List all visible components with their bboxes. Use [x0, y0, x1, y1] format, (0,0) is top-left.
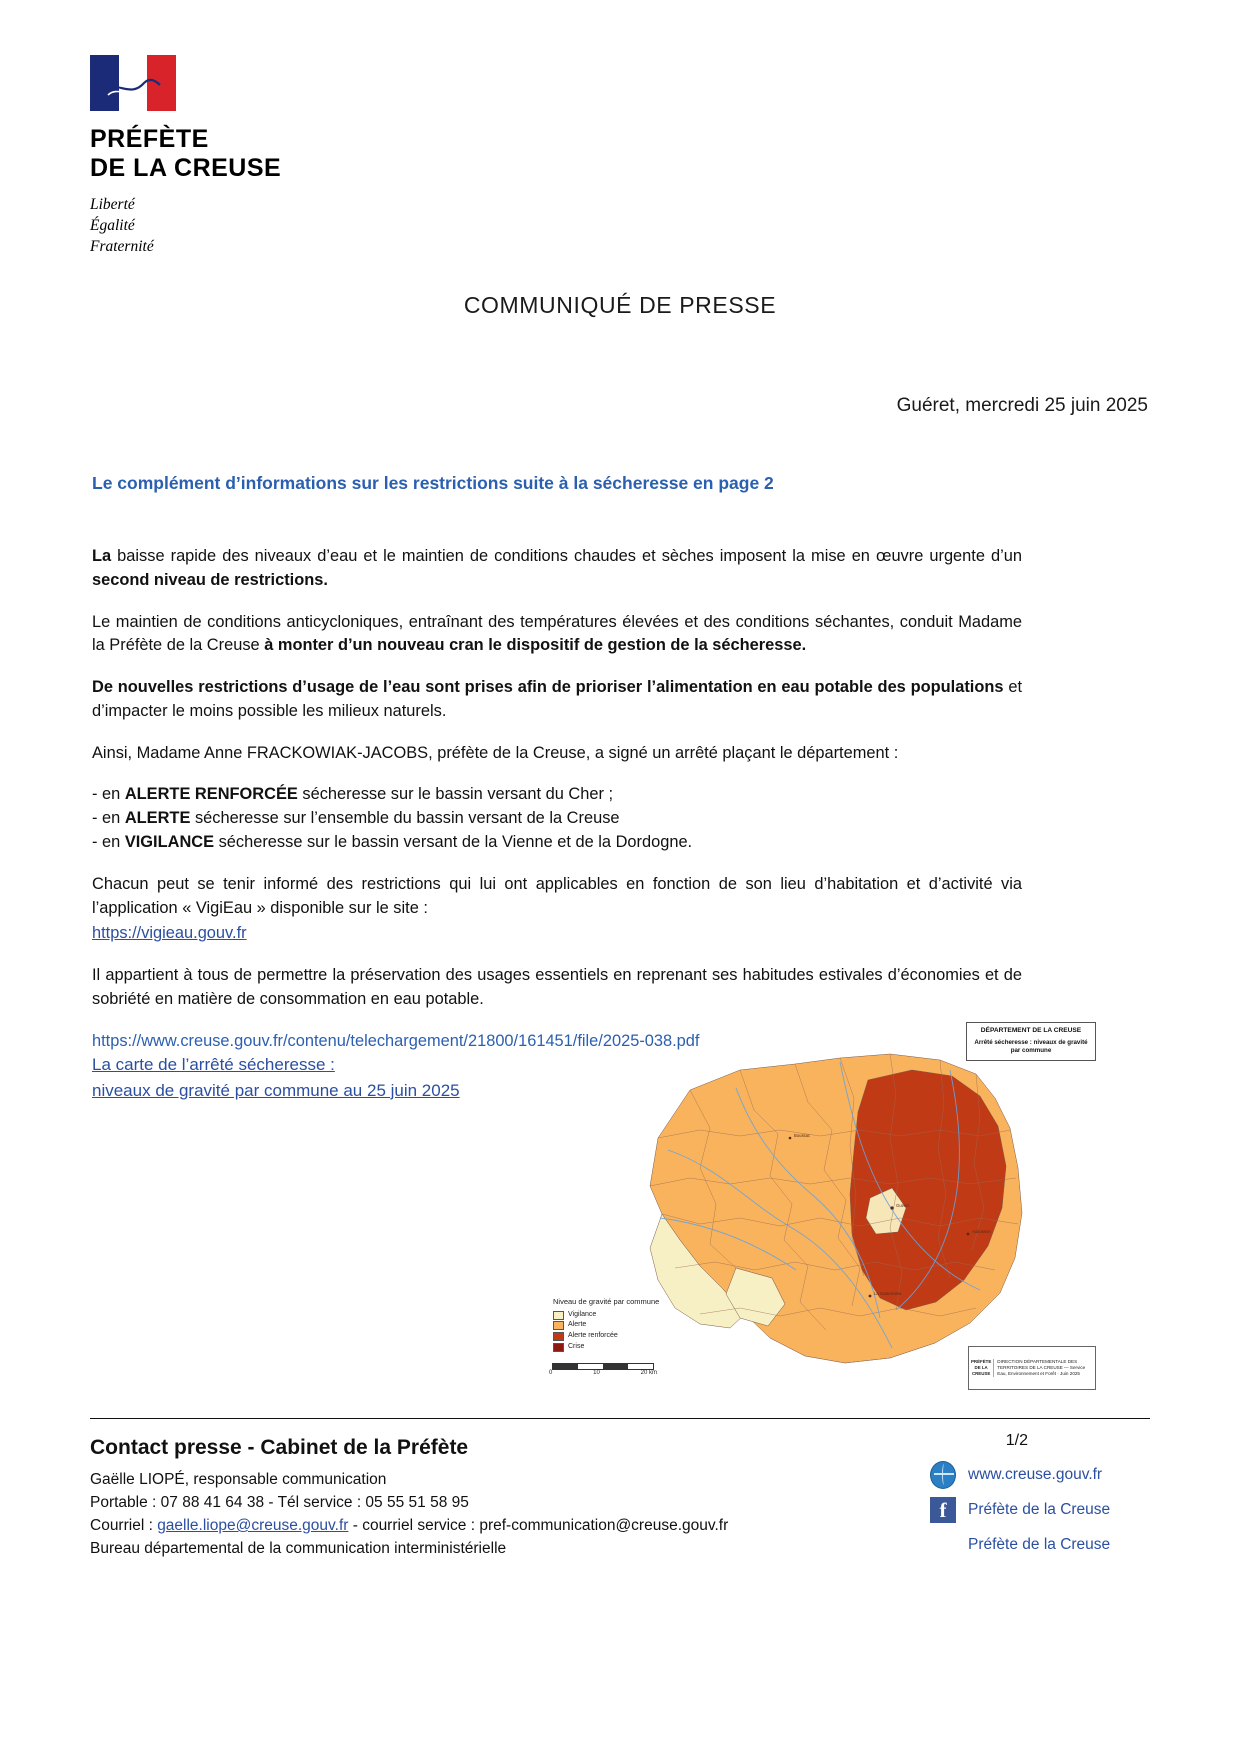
legend-swatch-crise: [553, 1343, 564, 1352]
map-scale-labels: [549, 1370, 657, 1376]
prefecture-title-line1: PRÉFÈTE: [90, 125, 209, 153]
legend-label-crise: Crise: [568, 1343, 585, 1351]
legend-label-vigilance: Vigilance: [568, 1310, 597, 1318]
legend-swatch-vigilance: [553, 1311, 564, 1320]
map-legend-title: Niveau de gravité par commune: [553, 1297, 660, 1306]
svg-text:Guéret: Guéret: [896, 1203, 909, 1208]
legend-swatch-alerte-renforcee: [553, 1332, 564, 1341]
marianne-swoosh-icon: [104, 75, 162, 99]
social-facebook-row[interactable]: [930, 1497, 1190, 1523]
map-source-logo: PRÉFÈTE DE LA CREUSE: [969, 1359, 994, 1376]
twitter-icon: [930, 1532, 956, 1558]
motto-fraternite: Fraternité: [90, 237, 154, 255]
map-source-text: DIRECTION DÉPARTEMENTALE DES TERRITOIRES DE LA CREUSE — Service Eau, Environnement et Forêt · Juin 2025: [997, 1359, 1086, 1376]
restriction-item-1: [92, 783, 1022, 807]
paragraph-5: Chacun peut se tenir informé des restrictions qui lui ont applicables en fonction de son lieu d’habitation et d’activité via l’application « VigiEau » disponible sur le site :: [92, 874, 1022, 917]
paragraph-4: Ainsi, Madame Anne FRACKOWIAK-JACOBS, préfète de la Creuse, a signé un arrêté plaçant le département :: [92, 743, 899, 762]
restriction-item-2-prefix: - en: [92, 809, 125, 828]
legend-label-alerte: Alerte: [568, 1321, 587, 1329]
paragraph-1-text: baisse rapide des niveaux d’eau et le maintien de conditions chaudes et sèches imposent la mise en œuvre urgente d’un: [111, 547, 1022, 565]
paragraph-3-bold: De nouvelles restrictions d’usage de l’eau sont prises afin de prioriser l’alimentation en eau potable des populations: [92, 678, 1004, 697]
vigieau-link[interactable]: https://vigieau.gouv.fr: [92, 924, 247, 943]
paragraph-1-lead: La: [92, 547, 112, 565]
map-caption-line1: La carte de l’arrêté sécheresse :: [92, 1055, 335, 1074]
restriction-item-3-level: VIGILANCE: [124, 833, 215, 852]
footer-divider: [90, 1418, 1150, 1419]
restriction-item-2-level: ALERTE: [124, 809, 191, 828]
press-contact-heading: Contact presse - Cabinet de la Préfète: [90, 1436, 469, 1459]
map-scale-bar-graphic: [552, 1363, 654, 1370]
page-number: 1/2: [1005, 1432, 1028, 1449]
map-legend-item: [553, 1342, 659, 1353]
press-contact-name: Gaëlle LIOPÉ, responsable communication: [90, 1470, 387, 1488]
press-contact-email-prefix: Courriel :: [90, 1517, 158, 1534]
body-content: [92, 545, 1022, 1072]
social-links: [930, 1462, 1190, 1567]
press-contact-phone: Portable : 07 88 41 64 38 - Tél service : 05 55 51 58 95: [90, 1493, 469, 1511]
legend-label-alerte-renforcee: Alerte renforcée: [568, 1332, 618, 1340]
map-scale-0: 0: [549, 1370, 553, 1376]
social-website-label: www.creuse.gouv.fr: [968, 1466, 1103, 1483]
restriction-item-3-prefix: - en: [92, 833, 125, 852]
restriction-item-2-suffix: sécheresse sur l’ensemble du bassin versant de la Creuse: [190, 809, 620, 828]
paragraph-2: [92, 611, 1022, 659]
republic-motto: [90, 195, 390, 258]
map-scale-20: 20 km: [640, 1370, 657, 1376]
map-source-box: [968, 1346, 1096, 1390]
restriction-item-1-prefix: - en: [92, 785, 125, 804]
map-caption-link[interactable]: [92, 1052, 562, 1103]
dateline: Guéret, mercredi 25 juin 2025: [896, 395, 1148, 416]
french-flag-icon: [90, 55, 176, 111]
legend-swatch-alerte: [553, 1321, 564, 1330]
press-contact-email-line: [90, 1514, 830, 1537]
social-twitter-label: Préfète de la Creuse: [968, 1536, 1111, 1553]
prefecture-logo-block: [90, 55, 390, 258]
restriction-item-3: [92, 831, 1022, 855]
map-legend-item: [553, 1310, 659, 1321]
map-legend-item: [553, 1320, 659, 1331]
paragraph-3-text: et d’impacter le moins possible les milieux naturels.: [92, 678, 1022, 720]
prefecture-title: [90, 125, 390, 183]
map-scale-10: 10: [593, 1370, 600, 1376]
motto-egalite: Égalité: [90, 216, 135, 234]
map-title-box: [966, 1022, 1096, 1061]
motto-liberte: Liberté: [90, 196, 135, 213]
svg-text:Boussac: Boussac: [794, 1133, 811, 1138]
map-scale-bar: [549, 1361, 657, 1376]
lede-heading: Le complément d’informations sur les restrictions suite à la sécheresse en page 2: [92, 473, 774, 493]
press-contact-bureau: Bureau départemental de la communication interministérielle: [90, 1540, 507, 1558]
arrete-pdf-link[interactable]: https://www.creuse.gouv.fr/contenu/telechargement/21800/161451/file/2025-038.pdf: [92, 1031, 700, 1050]
paragraph-1-bold: second niveau de restrictions.: [92, 570, 328, 589]
map-legend: [553, 1296, 659, 1353]
page-title: COMMUNIQUÉ DE PRESSE: [463, 292, 777, 318]
social-website-row[interactable]: [930, 1462, 1190, 1488]
svg-text:Aubusson: Aubusson: [972, 1229, 991, 1234]
press-contact-email-link[interactable]: gaelle.liope@creuse.gouv.fr: [157, 1517, 349, 1534]
press-contact-block: [90, 1432, 830, 1561]
paragraph-2-text: Le maintien de conditions anticycloniques, entraînant des températures élevées et des conditions séchantes, conduit Madame la Préfète de la Creuse: [92, 612, 1022, 655]
prefecture-title-line2: DE LA CREUSE: [90, 154, 282, 182]
paragraph-6: Il appartient à tous de permettre la préservation des usages essentiels en reprenant ses habitudes estivales d’économies et de sobriété en matière de consommation en eau potable.: [92, 966, 1022, 1008]
paragraph-2-bold: à monter d’un nouveau cran le dispositif de gestion de la sécheresse.: [264, 636, 807, 655]
paragraph-3: [92, 676, 1022, 724]
restriction-item-3-suffix: sécheresse sur le bassin versant de la Vienne et de la Dordogne.: [214, 833, 693, 852]
restriction-item-1-level: ALERTE RENFORCÉE: [124, 785, 298, 804]
map-title-box-title: DÉPARTEMENT DE LA CREUSE: [980, 1027, 1082, 1034]
map-legend-item: [553, 1331, 659, 1342]
press-contact-email-suffix: - courriel service : pref-communication@creuse.gouv.fr: [348, 1517, 729, 1534]
map-title-box-subtitle: Arrêté sécheresse : niveaux de gravité par commune: [974, 1038, 1088, 1055]
paragraph-1: [92, 545, 1022, 593]
svg-text:La Souterraine: La Souterraine: [874, 1291, 902, 1296]
social-facebook-label: Préfète de la Creuse: [968, 1501, 1111, 1518]
globe-icon: [930, 1462, 956, 1488]
social-twitter-row[interactable]: [930, 1532, 1190, 1558]
restriction-item-2: [92, 807, 1022, 831]
drought-severity-map: [540, 1018, 1100, 1398]
restriction-item-1-suffix: sécheresse sur le bassin versant du Cher ;: [297, 785, 614, 804]
facebook-icon: f: [930, 1497, 956, 1523]
map-caption-line2: niveaux de gravité par commune au 25 juin 2025: [92, 1080, 460, 1100]
